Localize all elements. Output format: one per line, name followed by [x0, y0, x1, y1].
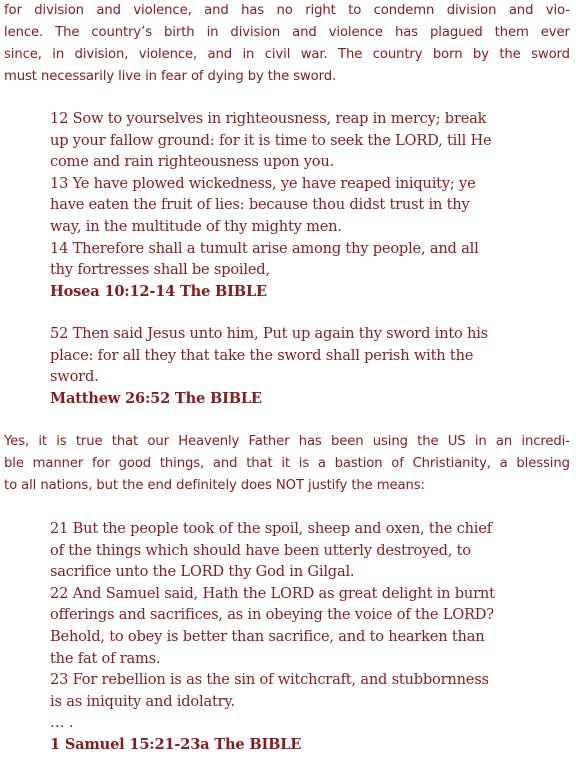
word: vio-: [545, 3, 570, 18]
word: has: [394, 25, 418, 40]
scripture-quote-samuel: [50, 518, 560, 734]
paragraph-line: [4, 431, 570, 453]
word: it: [38, 434, 47, 449]
word: has: [241, 3, 265, 18]
word: Yes,: [4, 434, 30, 449]
word: of: [391, 456, 404, 471]
word: our: [147, 434, 169, 449]
word: division,: [74, 47, 129, 62]
paragraph-line: [4, 22, 570, 44]
word: bastion: [334, 456, 383, 471]
word: using: [372, 434, 408, 449]
word: a: [499, 456, 508, 471]
word: Father: [248, 434, 290, 449]
word: an: [495, 434, 513, 449]
scripture-quote-hosea: [50, 108, 560, 281]
word: US: [447, 434, 466, 449]
word: true: [75, 434, 103, 449]
word: civil: [264, 47, 291, 62]
word: that: [246, 456, 273, 471]
word: and: [508, 3, 534, 18]
word: country’s: [91, 25, 152, 40]
word: things,: [159, 456, 205, 471]
word: is: [56, 434, 67, 449]
paragraph-line: to all nations, but the end definitely does NOT justify the means:: [4, 478, 425, 493]
word: ble: [4, 456, 24, 471]
word: is: [298, 456, 310, 471]
word: that: [111, 434, 139, 449]
word: ever: [540, 25, 570, 40]
verse-line: … .: [50, 714, 74, 732]
verse-line: come and rain righteousness upon you.: [50, 153, 334, 171]
verse-line: thy fortresses shall be spoiled,: [50, 261, 270, 279]
word: and: [96, 3, 121, 18]
verse-line: 22 And Samuel said, Hath the LORD as great delight in burnt: [50, 584, 495, 602]
word: war.: [300, 47, 328, 62]
word: them: [494, 25, 529, 40]
word: for: [4, 3, 22, 18]
verse-line: 13 Ye have plowed wickedness, ye have reaped iniquity; ye: [50, 174, 476, 192]
word: no: [276, 3, 293, 18]
word: been: [330, 434, 364, 449]
word: division: [446, 3, 497, 18]
word: blessing: [516, 456, 570, 471]
word: condemn: [373, 3, 435, 18]
word: to: [348, 3, 362, 18]
word: division: [34, 3, 84, 18]
word: the: [499, 47, 521, 62]
verse-line: sword.: [50, 368, 99, 386]
word: The: [55, 25, 80, 40]
verse-line: have eaten the fruit of lies: because thou didst trust in thy: [50, 196, 470, 214]
word: born: [432, 47, 463, 62]
scripture-quote-matthew: [50, 323, 560, 388]
word: manner: [32, 456, 84, 471]
word: lence.: [4, 25, 44, 40]
word: has: [298, 434, 322, 449]
paragraph-line: [4, 453, 570, 475]
word: in: [52, 47, 65, 62]
word: plagued: [430, 25, 483, 40]
word: it: [281, 456, 290, 471]
body-paragraph-division: [4, 0, 570, 88]
verse-line: the fat of rams.: [50, 649, 161, 667]
paragraph-line: [4, 0, 570, 22]
word: and: [207, 47, 233, 62]
word: the: [417, 434, 439, 449]
word: in: [206, 25, 219, 40]
word: birth: [164, 25, 195, 40]
verse-line: 14 Therefore shall a tumult arise among thy people, and all: [50, 239, 479, 257]
verse-line: up your fallow ground: for it is time to seek the LORD, till He: [50, 131, 492, 149]
verse-line: 23 For rebellion is as the sin of witchcraft, and stubbornness: [50, 671, 489, 689]
word: Christianity,: [412, 456, 491, 471]
word: by: [472, 47, 489, 62]
verse-line: offerings and sacrifices, as in obeying the voice of the LORD?: [50, 606, 494, 624]
word: a: [317, 456, 326, 471]
word: in: [474, 434, 487, 449]
scripture-reference-matthew: Matthew 26:52 The BIBLE: [50, 390, 262, 407]
word: violence,: [138, 47, 198, 62]
verse-line: is as iniquity and idolatry.: [50, 692, 235, 710]
word: since,: [4, 47, 42, 62]
word: for: [91, 456, 110, 471]
verse-line: sacrifice unto the LORD thy God in Gilgal.: [50, 563, 355, 581]
verse-line: 52 Then said Jesus unto him, Put up again thy sword into his: [50, 325, 488, 342]
verse-line: of the things which should have been utterly destroyed, to: [50, 541, 471, 559]
word: incredi-: [521, 434, 570, 449]
verse-line: way, in the multitude of thy mighty men.: [50, 217, 342, 235]
word: The: [338, 47, 363, 62]
word: right: [305, 3, 336, 18]
verse-line: Behold, to obey is better than sacrifice, and to hearken than: [50, 627, 485, 645]
word: and: [212, 456, 238, 471]
word: violence: [328, 25, 383, 40]
verse-line: 21 But the people took of the spoil, sheep and oxen, the chief: [50, 520, 492, 537]
body-paragraph-heavenly-father: [4, 431, 570, 497]
scripture-reference-hosea: Hosea 10:12-14 The BIBLE: [50, 283, 267, 300]
paragraph-line: [4, 44, 570, 66]
verse-line: 12 Sow to yourselves in righteousness, reap in mercy; break: [50, 110, 487, 127]
word: division: [230, 25, 281, 40]
word: good: [118, 456, 152, 471]
word: in: [242, 47, 255, 62]
word: and: [292, 25, 317, 40]
scripture-reference-samuel: 1 Samuel 15:21-23a The BIBLE: [50, 736, 302, 753]
word: and: [204, 3, 229, 18]
verse-line: place: for all they that take the sword shall perish with the: [50, 346, 474, 364]
word: sword: [531, 47, 570, 62]
word: country: [372, 47, 423, 62]
paragraph-line: must necessarily live in fear of dying by the sword.: [4, 69, 337, 84]
word: violence,: [133, 3, 192, 18]
word: Heavenly: [178, 434, 240, 449]
